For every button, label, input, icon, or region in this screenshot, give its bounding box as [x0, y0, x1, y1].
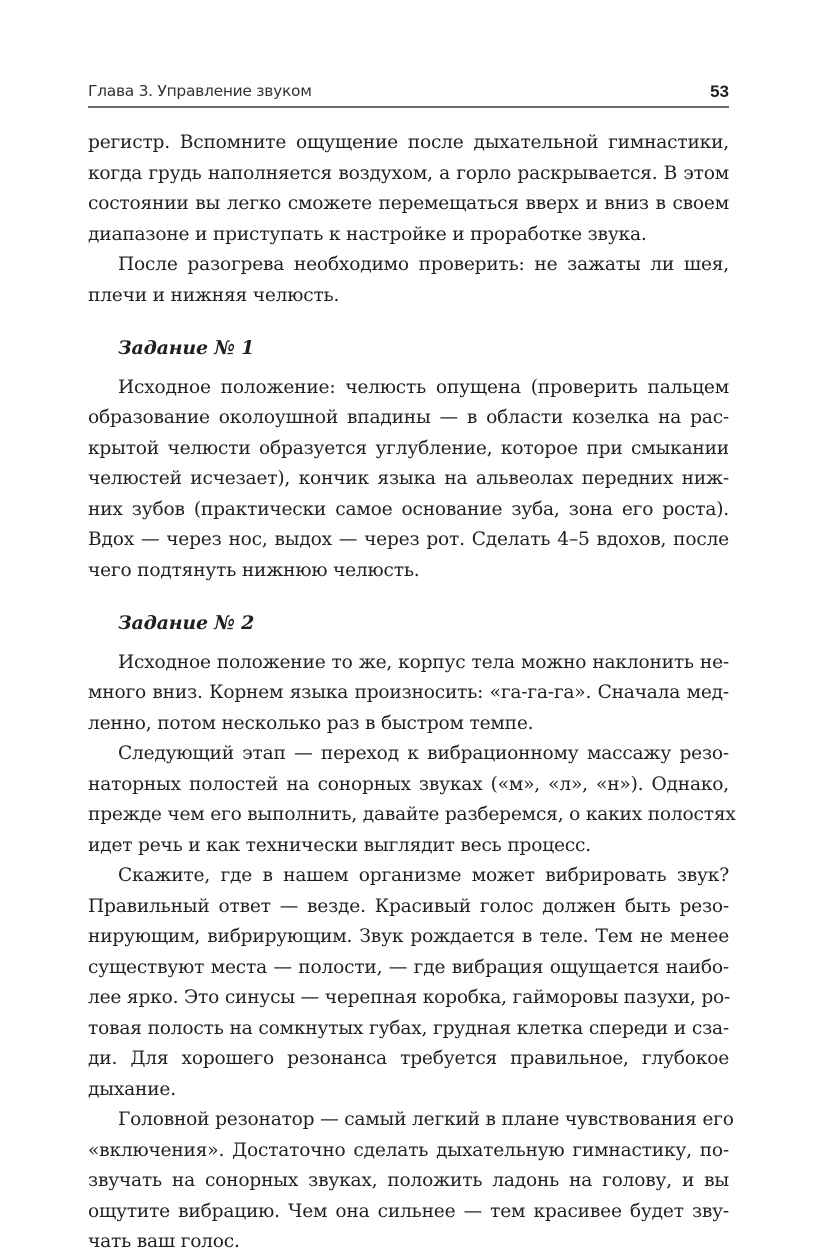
text-line: Вдох — через нос, выдох — через рот. Сделать 4–5 вдохов, после	[88, 529, 729, 550]
text-line: много вниз. Корнем языка произносить: «га-га-га». Сначала мед-	[88, 682, 729, 703]
text-line: идет речь и как технически выглядит весь процесс.	[88, 834, 591, 856]
section-heading: Задание № 2	[118, 612, 255, 634]
paragraph	[88, 128, 729, 250]
paragraph	[88, 861, 729, 1105]
text-line: После разогрева необходимо проверить: не зажаты ли шея,	[118, 254, 729, 275]
text-line: товая полость на сомкнутых губах, грудная клетка спереди и сза-	[88, 1017, 729, 1039]
text-line: Исходное положение: челюсть опущена (проверить пальцем	[118, 376, 729, 398]
text-line: челюстей исчезает), кончик языка на альвеолах передних ниж-	[88, 468, 729, 489]
text-line: Скажите, где в нашем организме может вибрировать звук?	[118, 865, 729, 886]
text-line: звучать на сонорных звуках, положить ладонь на голову, и вы	[88, 1170, 729, 1191]
text-line: чего подтянуть нижнюю челюсть.	[88, 559, 420, 581]
text-line: ленно, потом несколько раз в быстром темпе.	[88, 712, 534, 734]
text-line: диапазоне и приступать к настройке и проработке звука.	[88, 223, 647, 245]
paragraph	[88, 739, 736, 861]
text-line: Правильный ответ — везде. Красивый голос должен быть резо-	[88, 895, 729, 917]
running-header	[88, 80, 729, 108]
text-line: них зубов (практически самое основание зуба, зона его роста).	[88, 498, 729, 520]
text-line: прежде чем его выполнить, давайте разберемся, о каких полостях	[88, 804, 736, 825]
section-heading: Задание № 1	[118, 337, 255, 359]
text-line: образование околоушной впадины — в области козелка на рас-	[88, 407, 729, 428]
paragraph	[88, 648, 729, 740]
running-title: Глава 3. Управление звуком	[88, 82, 312, 100]
text-line: ощутите вибрацию. Чем она сильнее — тем красивее будет зву-	[88, 1200, 729, 1222]
text-line: состоянии вы легко сможете перемещаться вверх и вниз в своем	[88, 193, 729, 214]
paragraph	[88, 1105, 734, 1258]
text-line: дыхание.	[88, 1078, 176, 1100]
text-line: Следующий этап — переход к вибрационному массажу резо-	[118, 743, 729, 764]
text-line: существуют места — полости, — где вибрация ощущается наибо-	[88, 956, 729, 978]
text-line: Головной резонатор — самый легкий в плане чувствования его	[118, 1109, 734, 1130]
paragraph	[88, 250, 729, 311]
text-line: нирующим, вибрирующим. Звук рождается в теле. Тем не менее	[88, 926, 729, 947]
text-line: «включения». Достаточно сделать дыхательную гимнастику, по-	[88, 1139, 729, 1161]
text-line: чать ваш голос.	[88, 1231, 240, 1252]
text-line: когда грудь наполняется воздухом, а горло раскрывается. В этом	[88, 162, 729, 184]
text-line: регистр. Вспомните ощущение после дыхательной гимнастики,	[88, 132, 729, 153]
paragraph	[88, 373, 729, 587]
text-line: плечи и нижняя челюсть.	[88, 284, 340, 306]
page-number: 53	[710, 82, 729, 101]
page-body	[88, 128, 736, 1258]
text-line: ди. Для хорошего резонанса требуется правильное, глубокое	[88, 1048, 729, 1069]
text-line: лее ярко. Это синусы — черепная коробка, гайморовы пазухи, ро-	[88, 987, 731, 1008]
text-line: наторных полостей на сонорных звуках («м», «л», «н»). Однако,	[88, 773, 729, 795]
text-line: крытой челюсти образуется углубление, которое при смыкании	[88, 437, 729, 459]
text-line: Исходное положение то же, корпус тела можно наклонить не-	[118, 651, 729, 673]
